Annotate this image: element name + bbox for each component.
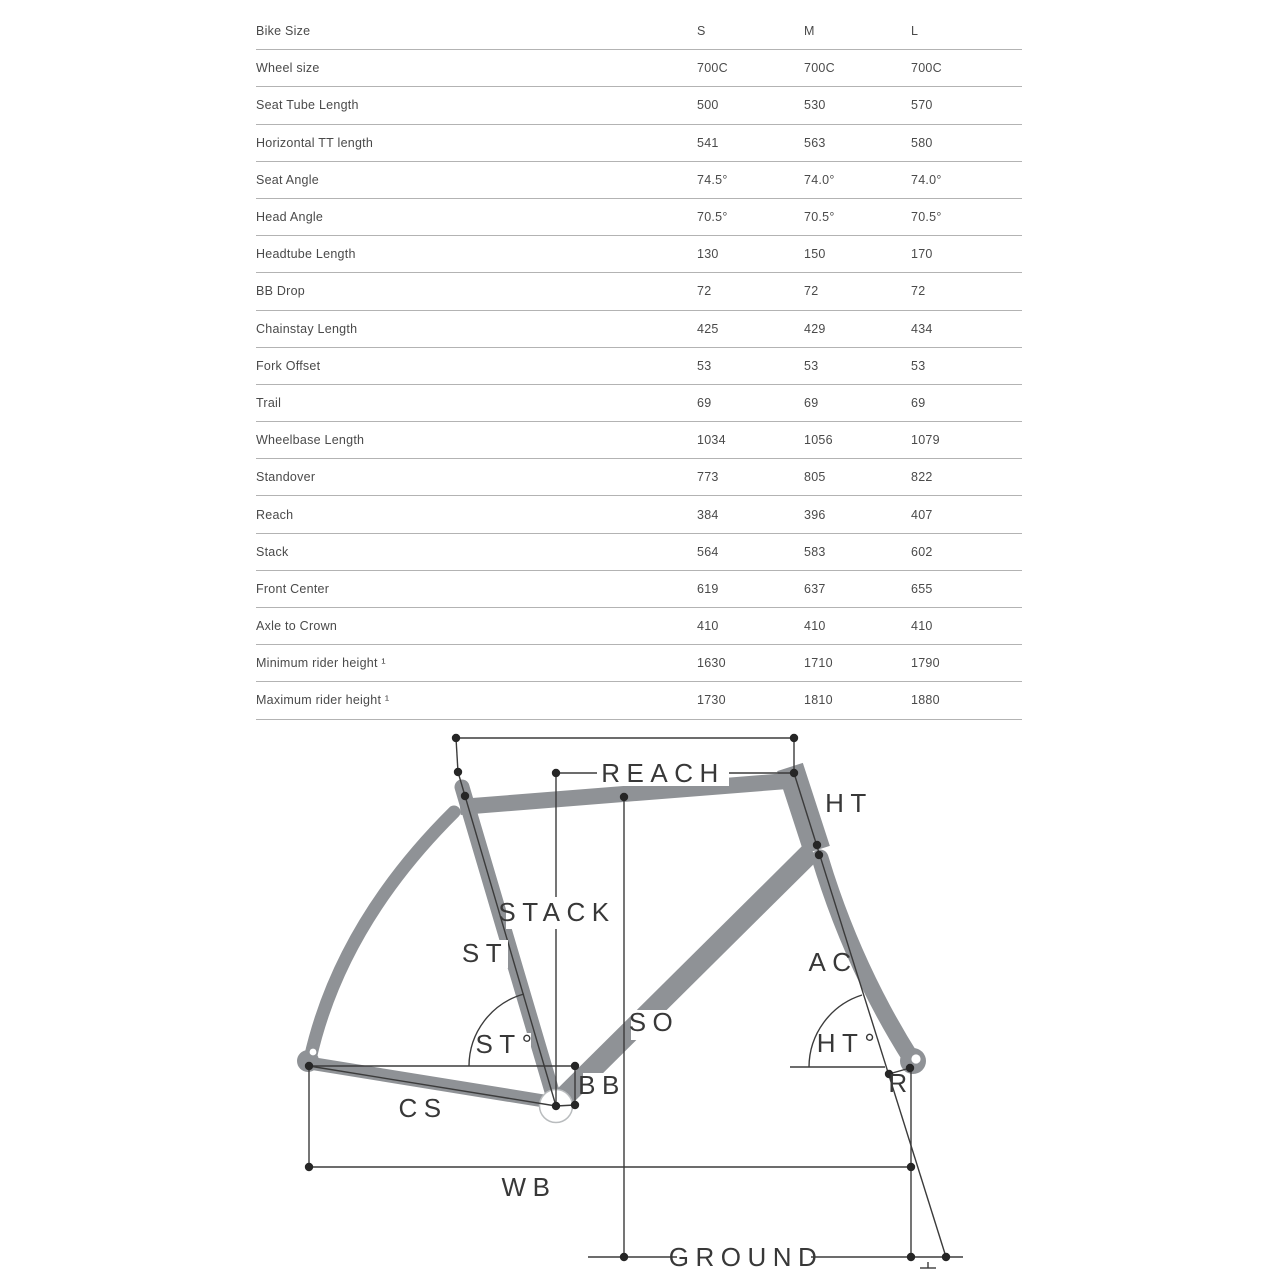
table-row	[256, 534, 1022, 571]
row-value-m: 70.5°	[804, 210, 835, 225]
row-value-m: 53	[804, 358, 819, 373]
row-value-m: 410	[804, 619, 826, 634]
row-value-l: 1880	[911, 693, 940, 708]
row-value-l: 822	[911, 470, 933, 485]
row-label: Headtube Length	[256, 247, 356, 262]
row-value-s: 72	[697, 284, 712, 299]
row-value-m: 700C	[804, 61, 835, 76]
tt-left-connector	[456, 738, 458, 772]
row-value-m: 1056	[804, 433, 833, 448]
row-label: Wheel size	[256, 61, 320, 76]
table-row	[256, 645, 1022, 682]
row-value-s: 74.5°	[697, 172, 728, 187]
axle-crown-label: AC	[808, 947, 858, 977]
table-row	[256, 496, 1022, 533]
row-value-l: 53	[911, 358, 926, 373]
row-value-s: 773	[697, 470, 719, 485]
row-value-s: 410	[697, 619, 719, 634]
row-label: BB Drop	[256, 284, 305, 299]
row-value-s: 384	[697, 507, 719, 522]
table-row	[256, 608, 1022, 645]
row-value-l: 69	[911, 395, 926, 410]
row-value-s: 1034	[697, 433, 726, 448]
row-value-m: 805	[804, 470, 826, 485]
frame-geometry-diagram	[0, 700, 1280, 1280]
row-label: Fork Offset	[256, 358, 321, 373]
row-value-l: 407	[911, 507, 933, 522]
row-value-s: S	[697, 24, 706, 39]
row-value-s: 564	[697, 544, 719, 559]
row-label: Maximum rider height ¹	[256, 693, 390, 708]
row-label: Head Angle	[256, 210, 324, 225]
ground-label: GROUND	[668, 1242, 824, 1272]
row-value-s: 70.5°	[697, 210, 728, 225]
row-label: Bike Size	[256, 24, 311, 39]
row-value-m: 530	[804, 98, 826, 113]
row-label: Axle to Crown	[256, 619, 338, 634]
row-label: Minimum rider height ¹	[256, 656, 386, 671]
row-value-s: 1630	[697, 656, 726, 671]
bb-label: BB	[578, 1070, 626, 1100]
row-value-l: 170	[911, 247, 933, 262]
row-label: Reach	[256, 507, 294, 522]
row-value-s: 619	[697, 581, 719, 596]
row-label: Wheelbase Length	[256, 433, 365, 448]
row-value-m: 396	[804, 507, 826, 522]
row-value-m: M	[804, 24, 815, 39]
row-label: Seat Angle	[256, 172, 319, 187]
table-row	[256, 311, 1022, 348]
front-axle-hole	[911, 1054, 920, 1063]
row-value-s: 425	[697, 321, 719, 336]
table-row	[256, 459, 1022, 496]
row-value-l: 74.0°	[911, 172, 942, 187]
seat-angle-label: ST°	[475, 1029, 539, 1059]
table-row	[256, 13, 1022, 50]
row-label: Trail	[256, 395, 282, 410]
row-value-s: 69	[697, 395, 712, 410]
seatstay-tube	[310, 812, 454, 1059]
head-tube-label: HT	[825, 788, 873, 818]
seat-tube-label: ST	[461, 938, 509, 968]
reach-label: REACH	[601, 758, 725, 788]
table-row	[256, 162, 1022, 199]
row-value-m: 150	[804, 247, 826, 262]
geometry-table	[256, 13, 1022, 720]
row-value-l: 1790	[911, 656, 940, 671]
row-value-m: 74.0°	[804, 172, 835, 187]
table-row	[256, 385, 1022, 422]
row-value-m: 1810	[804, 693, 833, 708]
row-value-l: 655	[911, 581, 933, 596]
table-row	[256, 199, 1022, 236]
chainstay-label: CS	[398, 1093, 448, 1123]
row-label: Standover	[256, 470, 316, 485]
row-value-s: 53	[697, 358, 712, 373]
row-label: Seat Tube Length	[256, 98, 359, 113]
row-value-l: 700C	[911, 61, 942, 76]
down-tube	[559, 851, 812, 1102]
standover-label: SO	[628, 1007, 680, 1037]
row-value-s: 541	[697, 135, 719, 150]
head-tube	[790, 767, 817, 850]
row-value-m: 637	[804, 581, 826, 596]
stack-label: STACK	[498, 897, 616, 927]
row-value-l: 72	[911, 284, 926, 299]
row-value-l: 434	[911, 321, 933, 336]
row-value-l: L	[911, 24, 919, 39]
row-value-s: 500	[697, 98, 719, 113]
row-value-l: 602	[911, 544, 933, 559]
table-row	[256, 348, 1022, 385]
table-row	[256, 50, 1022, 87]
table-row	[256, 87, 1022, 124]
row-label: Chainstay Length	[256, 321, 358, 336]
row-label: Stack	[256, 544, 289, 559]
row-value-m: 583	[804, 544, 826, 559]
row-value-l: 580	[911, 135, 933, 150]
row-value-m: 429	[804, 321, 826, 336]
row-value-l: 410	[911, 619, 933, 634]
row-value-m: 563	[804, 135, 826, 150]
table-row	[256, 422, 1022, 459]
rear-axle-hole	[310, 1049, 317, 1056]
table-row	[256, 236, 1022, 273]
row-value-m: 72	[804, 284, 819, 299]
row-label: Horizontal TT length	[256, 135, 374, 150]
head-angle-label: HT°	[816, 1028, 882, 1058]
table-row	[256, 571, 1022, 608]
row-value-s: 700C	[697, 61, 728, 76]
rake-label: R	[888, 1068, 914, 1098]
row-label: Front Center	[256, 581, 330, 596]
row-value-m: 1710	[804, 656, 833, 671]
row-value-s: 130	[697, 247, 719, 262]
row-value-s: 1730	[697, 693, 726, 708]
wheelbase-label: WB	[501, 1172, 557, 1202]
row-value-l: 1079	[911, 433, 940, 448]
row-value-l: 570	[911, 98, 933, 113]
table-row	[256, 125, 1022, 162]
row-value-m: 69	[804, 395, 819, 410]
row-value-l: 70.5°	[911, 210, 942, 225]
table-row	[256, 273, 1022, 310]
